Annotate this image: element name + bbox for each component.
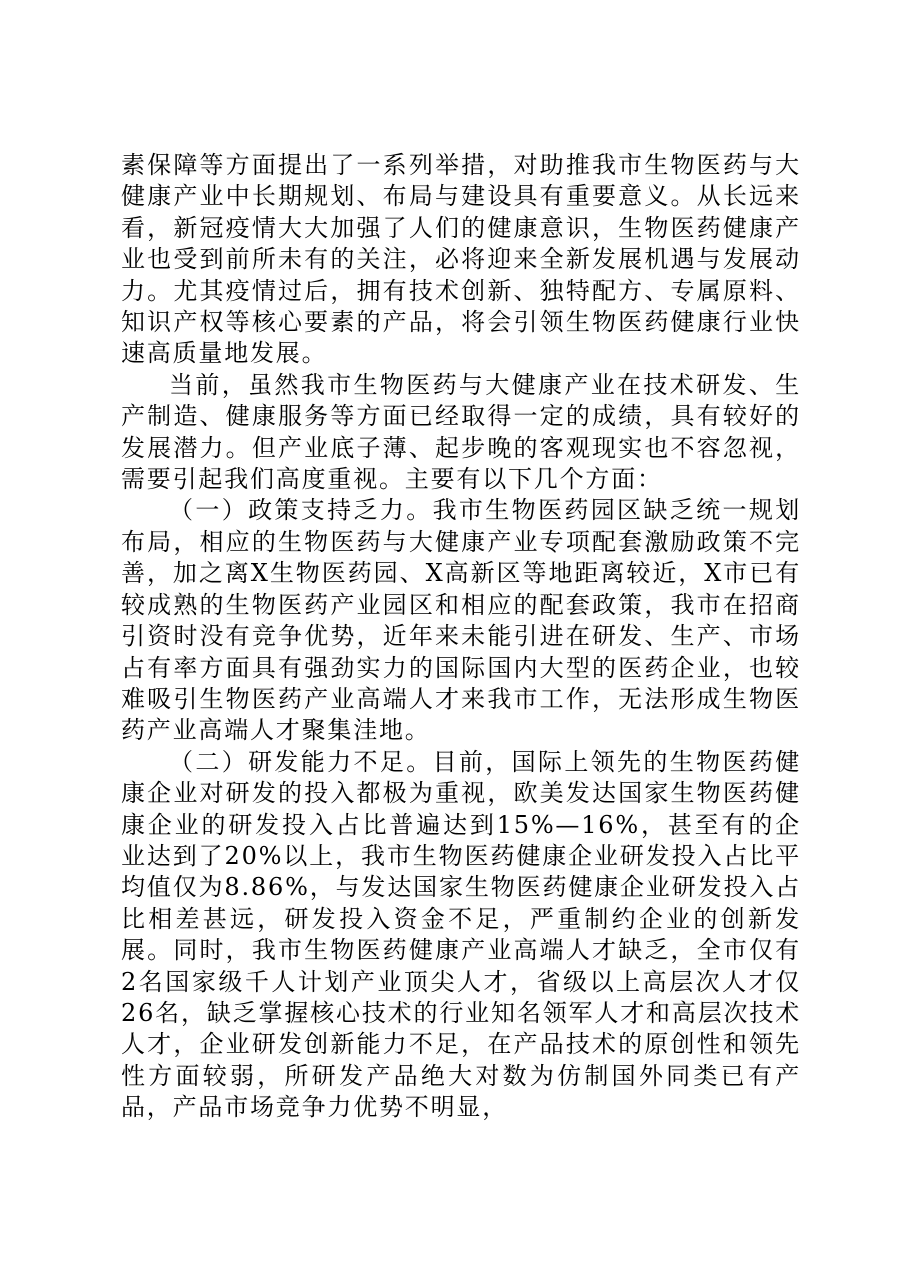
paragraph-policy-support: （一）政策支持乏力。我市生物医药园区缺乏统一规划布局，相应的生物医药与大健康产业专项配套激励政策不完善，加之离X生物医药园、X高新区等地距离较近，X市已有较成熟的生物医药产业园区和相应的配套政策，我市在招商引资时没有竞争优势，近年来未能引进在研发、生产、市场占有率方面具有强劲实力的国际国内大型的医药企业，也较难吸引生物医药产业高端人才来我市工作，无法形成生物医药产业高端人才聚集洼地。 [121,496,801,745]
paragraph-current-status: 当前，虽然我市生物医药与大健康产业在技术研发、生产制造、健康服务等方面已经取得一定的成绩，具有较好的发展潜力。但产业底子薄、起步晚的客观现实也不容忽视，需要引起我们高度重视。主要有以下几个方面： [121,370,801,494]
document-body [121,150,801,1124]
paragraph-rd-capability: （二）研发能力不足。目前，国际上领先的生物医药健康企业对研发的投入都极为重视，欧美发达国家生物医药健康企业的研发投入占比普遍达到15%—16%，甚至有的企业达到了20%以上，我市生物医药健康企业研发投入占比平均值仅为8.86%，与发达国家生物医药健康企业研发投入占比相差甚远，研发投入资金不足，严重制约企业的创新发展。同时，我市生物医药健康产业高端人才缺乏，全市仅有2名国家级千人计划产业顶尖人才，省级以上高层次人才仅26名，缺乏掌握核心技术的行业知名领军人才和高层次技术人才，企业研发创新能力不足，在产品技术的原创性和领先性方面较弱，所研发产品绝大对数为仿制国外同类已有产品，产品市场竞争力优势不明显， [121,747,801,1122]
paragraph-continuation: 素保障等方面提出了一系列举措，对助推我市生物医药与大健康产业中长期规划、布局与建设具有重要意义。从长远来看，新冠疫情大大加强了人们的健康意识，生物医药健康产业也受到前所未有的关注，必将迎来全新发展机遇与发展动力。尤其疫情过后，拥有技术创新、独特配方、专属原料、知识产权等核心要素的产品，将会引领生物医药健康行业快速高质量地发展。 [121,151,801,368]
